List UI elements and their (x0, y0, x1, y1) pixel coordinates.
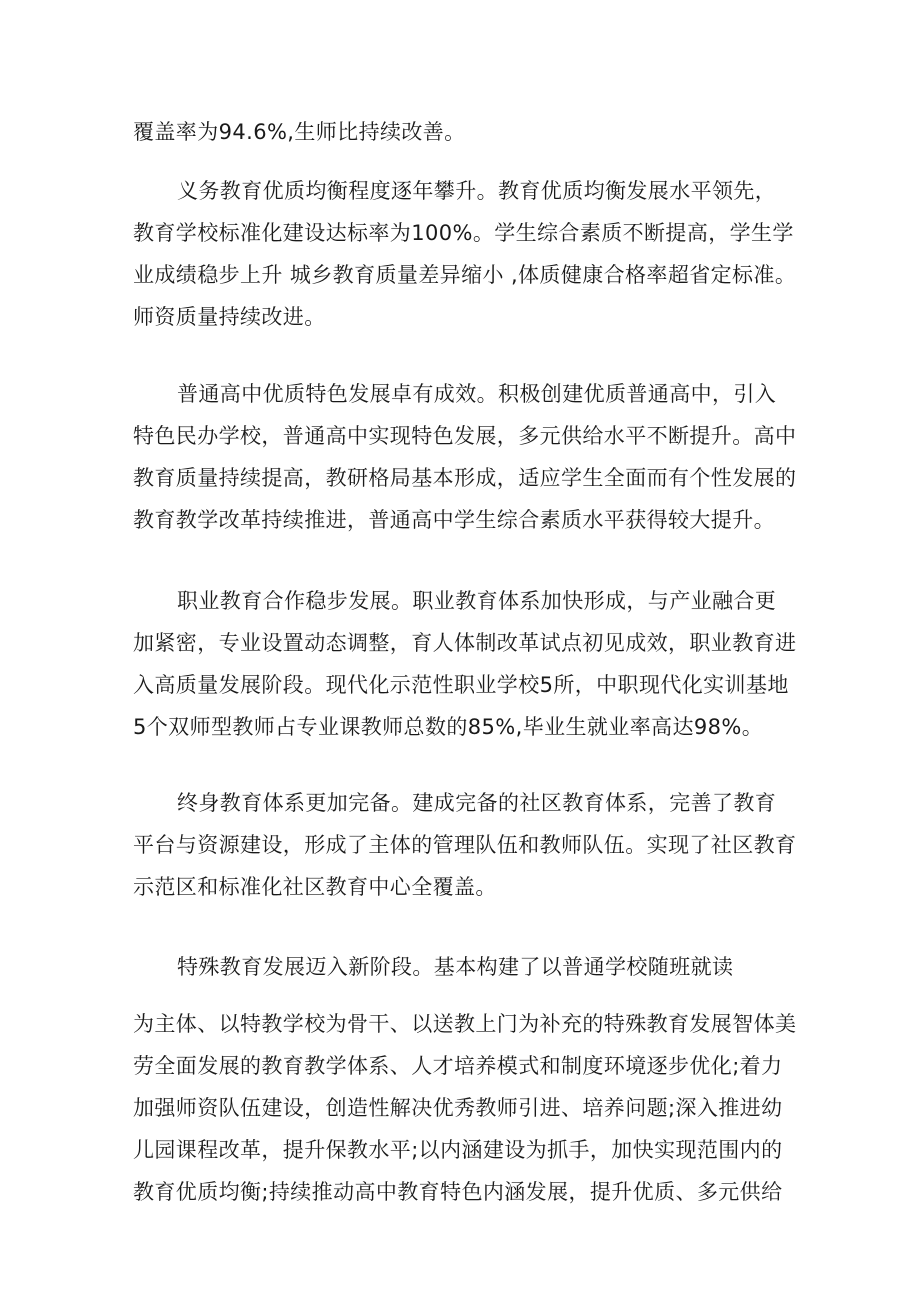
text-line: 特殊教育发展迈入新阶段。基本构建了以普通学校随班就读 (177, 955, 734, 979)
paragraph-special-education-body (133, 1003, 798, 1213)
text-line: 入高质量发展阶段。现代化示范性职业学校5所，中职现代化实训基地 (133, 673, 789, 697)
text-line: 教育教学改革持续推进，普通高中学生综合素质水平获得较大提升。 (133, 508, 775, 532)
text-line: 义务教育优质均衡程度逐年攀升。教育优质均衡发展水平领先， (177, 179, 777, 203)
text-line: 儿园课程改革，提升保教水平;以内涵建设为抓手，加快实现范围内的 (133, 1138, 783, 1162)
paragraph-high-school (133, 373, 798, 541)
text-line: 教育优质均衡;持续推动高中教育特色内涵发展，提升优质、多元供给 (133, 1180, 783, 1204)
text-line: 特色民办学校，普通高中实现特色发展，多元供给水平不断提升。高中 (133, 424, 797, 448)
paragraph-compulsory-education (133, 170, 798, 338)
text-line: 覆盖率为94.6%,生师比持续改善。 (133, 120, 466, 144)
text-line: 师资质量持续改进。 (133, 305, 326, 329)
text-line: 终身教育体系更加完备。建成完备的社区教育体系，完善了教育 (177, 791, 777, 815)
text-line: 平台与资源建设，形成了主体的管理队伍和教师队伍。实现了社区教育 (133, 833, 797, 857)
text-line: 业成绩稳步上升 城乡教育质量差异缩小 ,体质健康合格率超省定标准。 (133, 263, 797, 287)
paragraph-special-education-heading (133, 946, 798, 988)
text-line: 劳全面发展的教育教学体系、人才培养模式和制度环境逐步优化;着力 (133, 1054, 783, 1078)
paragraph-lifelong (133, 782, 798, 908)
text-line: 示范区和标准化社区教育中心全覆盖。 (133, 875, 497, 899)
text-line: 普通高中优质特色发展卓有成效。积极创建优质普通高中，引入 (177, 382, 777, 406)
text-line: 教育质量持续提高，教研格局基本形成，适应学生全面而有个性发展的 (133, 466, 797, 490)
paragraph-coverage-continued (133, 111, 798, 153)
text-line: 为主体、以特教学校为骨干、以送教上门为补充的特殊教育发展智体美 (133, 1012, 797, 1036)
text-line: 5个双师型教师占专业课教师总数的85%,毕业生就业率高达98%。 (133, 715, 764, 739)
paragraph-vocational (133, 580, 798, 748)
text-line: 加强师资队伍建设，创造性解决优秀教师引进、培养问题;深入推进幼 (133, 1096, 783, 1120)
text-line: 职业教育合作稳步发展。职业教育体系加快形成，与产业融合更 (177, 589, 777, 613)
text-line: 加紧密，专业设置动态调整，育人体制改革试点初见成效，职业教育进 (133, 631, 797, 655)
text-line: 教育学校标准化建设达标率为100%。学生综合素质不断提高，学生学 (133, 221, 794, 245)
